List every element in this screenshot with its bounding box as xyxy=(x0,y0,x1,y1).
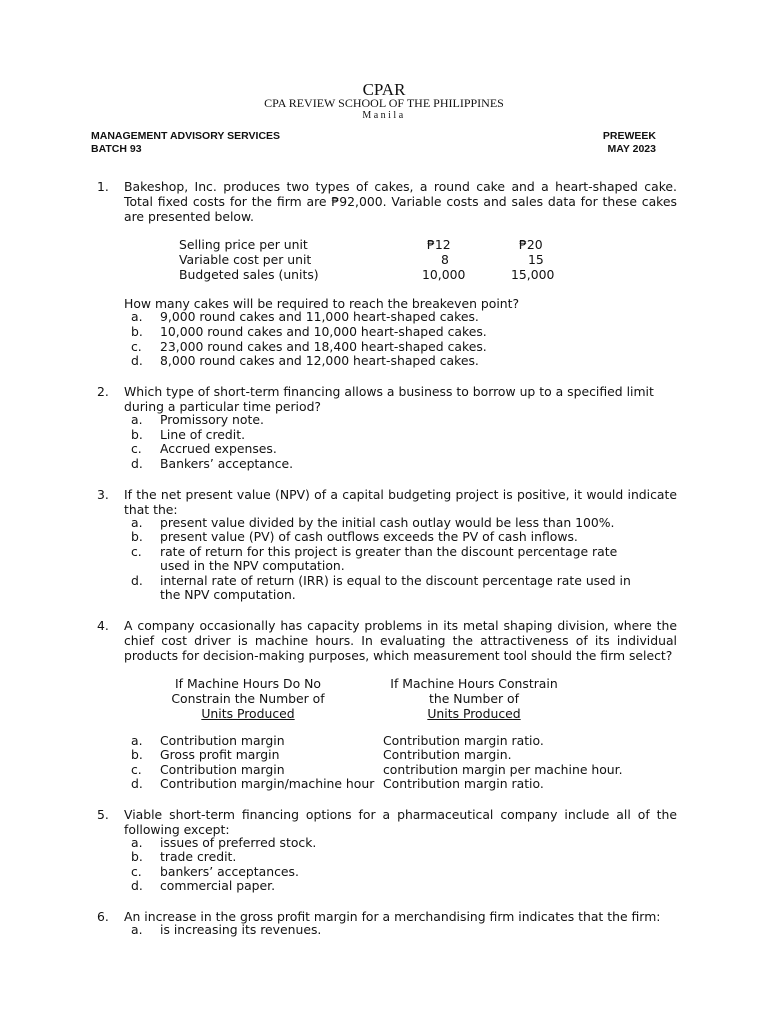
question-text: Bakeshop, Inc. produces two types of cakes, a round cake and a heart-shaped cake. Total fixed costs for the firm are ₱92,000. Variable costs and sales data for these cakes are presented below. xyxy=(124,179,677,224)
table-cell-round: ₱12 xyxy=(427,237,451,252)
table-cell-round: 8 xyxy=(441,252,449,267)
option-text-continued: used in the NPV computation. xyxy=(160,558,345,573)
option-letter: d. xyxy=(131,776,143,791)
column-header-line: If Machine Hours Constrain xyxy=(390,676,558,691)
column-header-line: If Machine Hours Do No xyxy=(175,676,321,691)
column-header-line: Constrain the Number of xyxy=(171,691,325,706)
option-text: present value (PV) of cash outflows exceeds the PV of cash inflows. xyxy=(160,529,578,544)
option-letter: a. xyxy=(131,412,143,427)
option-text-continued: the NPV computation. xyxy=(160,587,296,602)
option-col1: Contribution margin/machine hour xyxy=(160,776,375,791)
option-text: Bankers’ acceptance. xyxy=(160,456,294,471)
option-text: is increasing its revenues. xyxy=(160,922,322,937)
option-col2: contribution margin per machine hour. xyxy=(383,762,623,777)
column-header-line: Units Produced xyxy=(427,706,521,721)
column-header-line: the Number of xyxy=(429,691,519,706)
document-header-left xyxy=(91,130,280,156)
option-text: Promissory note. xyxy=(160,412,264,427)
column-header-line: Units Produced xyxy=(201,706,295,721)
question-number: 4. xyxy=(97,618,109,633)
option-text: commercial paper. xyxy=(160,878,276,893)
option-text: present value divided by the initial cash outlay would be less than 100%. xyxy=(160,515,615,530)
option-letter: c. xyxy=(131,864,142,879)
school-city: Manila xyxy=(362,110,406,121)
school-full-name: CPA REVIEW SCHOOL OF THE PHILIPPINES xyxy=(264,96,504,110)
option-letter: a. xyxy=(131,922,143,937)
question-text: If the net present value (NPV) of a capital budgeting project is positive, it would indicate that the: xyxy=(124,487,677,517)
option-col2: Contribution margin ratio. xyxy=(383,733,544,748)
option-letter: d. xyxy=(131,456,143,471)
column-header-2 xyxy=(374,676,574,721)
exam-date: MAY 2023 xyxy=(607,143,656,155)
question-number: 1. xyxy=(97,179,109,194)
option-letter: c. xyxy=(131,544,142,559)
column-header-1 xyxy=(148,676,348,721)
option-col1: Contribution margin xyxy=(160,762,285,777)
question-number: 3. xyxy=(97,487,109,502)
table-cell-heart: ₱20 xyxy=(519,237,543,252)
question-text: Which type of short-term financing allows a business to borrow up to a specified limit during a particular time period? xyxy=(124,384,654,414)
option-text: internal rate of return (IRR) is equal to the discount percentage rate used in xyxy=(160,573,631,588)
table-row-label: Selling price per unit xyxy=(179,237,308,252)
option-letter: b. xyxy=(131,529,143,544)
option-letter: a. xyxy=(131,309,143,324)
option-text: 8,000 round cakes and 12,000 heart-shaped cakes. xyxy=(160,353,479,368)
document-header-right xyxy=(603,130,656,156)
question-text: An increase in the gross profit margin for a merchandising firm indicates that the firm: xyxy=(124,909,661,924)
table-cell-heart: 15 xyxy=(528,252,544,267)
option-text: Accrued expenses. xyxy=(160,441,277,456)
table-row-label: Variable cost per unit xyxy=(179,252,312,267)
option-letter: b. xyxy=(131,427,143,442)
option-letter: c. xyxy=(131,339,142,354)
question-text: A company occasionally has capacity problems in its metal shaping division, where the chief cost driver is machine hours. In evaluating the attractiveness of its individual products for decision-making purposes, which measurement tool should the firm select? xyxy=(124,618,677,663)
option-text: 10,000 round cakes and 10,000 heart-shaped cakes. xyxy=(160,324,487,339)
option-letter: d. xyxy=(131,573,143,588)
option-text: 9,000 round cakes and 11,000 heart-shaped cakes. xyxy=(160,309,479,324)
option-letter: a. xyxy=(131,835,143,850)
batch-number: BATCH 93 xyxy=(91,143,142,155)
option-letter: c. xyxy=(131,762,142,777)
table-cell-round: 10,000 xyxy=(422,267,466,282)
option-letter: b. xyxy=(131,747,143,762)
option-letter: a. xyxy=(131,515,143,530)
option-text: Line of credit. xyxy=(160,427,246,442)
option-text: rate of return for this project is greater than the discount percentage rate xyxy=(160,544,618,559)
school-short-name: CPAR xyxy=(362,80,406,99)
option-letter: a. xyxy=(131,733,143,748)
table-row-label: Budgeted sales (units) xyxy=(179,267,319,282)
option-text: bankers’ acceptances. xyxy=(160,864,299,879)
subject-name: MANAGEMENT ADVISORY SERVICES xyxy=(91,130,281,142)
option-letter: d. xyxy=(131,353,143,368)
option-col1: Gross profit margin xyxy=(160,747,280,762)
option-col1: Contribution margin xyxy=(160,733,285,748)
question-number: 2. xyxy=(97,384,109,399)
option-letter: c. xyxy=(131,441,142,456)
option-text: trade credit. xyxy=(160,849,237,864)
option-col2: Contribution margin ratio. xyxy=(383,776,544,791)
table-cell-heart: 15,000 xyxy=(511,267,555,282)
option-text: 23,000 round cakes and 18,400 heart-shaped cakes. xyxy=(160,339,487,354)
option-letter: b. xyxy=(131,849,143,864)
option-col2: Contribution margin. xyxy=(383,747,512,762)
question-number: 5. xyxy=(97,807,109,822)
option-text: issues of preferred stock. xyxy=(160,835,317,850)
question-text: Viable short-term financing options for a pharmaceutical company include all of the following except: xyxy=(124,807,677,837)
option-letter: d. xyxy=(131,878,143,893)
question-number: 6. xyxy=(97,909,109,924)
option-letter: b. xyxy=(131,324,143,339)
question-prompt: How many cakes will be required to reach the breakeven point? xyxy=(124,296,520,311)
exam-type: PREWEEK xyxy=(602,130,656,142)
